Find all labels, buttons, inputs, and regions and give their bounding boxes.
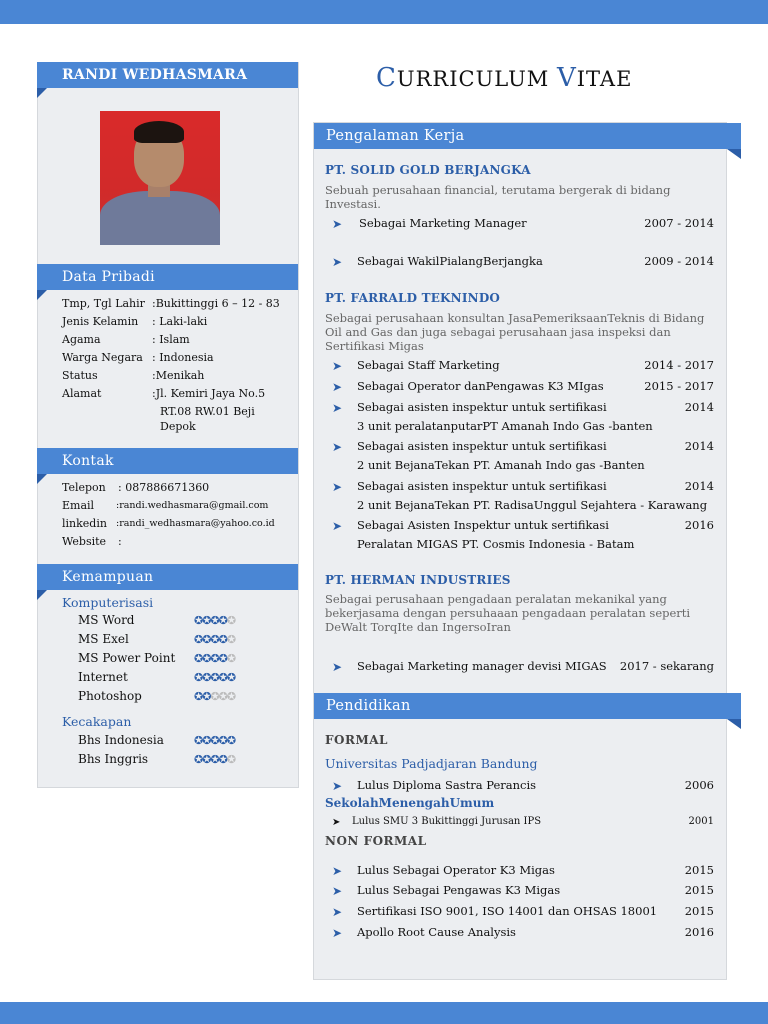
university-name: Universitas Padjadjaran Bandung: [325, 756, 538, 771]
pendidikan-heading: Pendidikan: [326, 698, 411, 714]
company-name: PT. SOLID GOLD BERJANGKA: [325, 163, 531, 177]
profile-photo: [100, 111, 220, 245]
data-pribadi-heading: Data Pribadi: [62, 269, 155, 285]
pendidikan-header: [314, 693, 741, 719]
arrow-icon: ➤: [332, 519, 343, 533]
right-panel: Pengalaman Kerja PT. SOLID GOLD BERJANGKA Sebuah perusahaan financial, terutama bergerak di bidang Investasi. ➤ Sebagai Marketing Manager 2007 - 2014 ➤ Sebagai WakilPialangBerjangka 2009 - 2014 PT. FARRALD TEKNINDO Sebagai perusahaan konsultan JasaPemeriksaanTeknis di Bidang Oil and Gas dan juga sebagai perusahaan jasa inspeksi dan Sertifikasi Migas ➤ Sebagai Staff Marketing 2014 - 2017 ➤ Sebagai Operator danPengawas K3 MIgas 2015 - 2017 ➤ Sebagai asisten inspektur untuk sertifikasi 2014 3 unit peralatanputarPT Amanah Indo Gas -banten ➤ Sebagai asisten inspektur untuk sertifikasi 2014 2 unit BejanaTekan PT. Amanah Indo gas -Banten ➤ Sebagai asisten inspektur untuk sertifikasi 2014 2 unit BejanaTekan PT. RadisaUnggul Sejahtera - Karawang ➤ Sebagai Asisten Inspektur untuk sertifikasi 2016 Peralatan MIGAS PT. Cosmis Indonesia - Batam PT. HERMAN INDUSTRIES Sebagai perusahaan pengadaan peralatan mekanikal yang bekerjasama dengan persuhaaan pengadaan peralatan seperti DeWalt TorqIte dan IngersoIran ➤ Sebagai Marketing manager devisi MIGAS 2017 - sekarang Pendidikan FORMAL Universitas Padjadjaran Bandung ➤ Lulus Diploma Sastra Perancis 2006 SekolahMenengahUmum ➤ Lulus SMU 3 Bukittinggi Jurusan IPS 2001 NON FORMAL ➤ Lulus Sebagai Operator K3 Migas 2015 ➤ Lulus Sebagai Pengawas K3 Migas 2015 ➤ Sertifikasi ISO 9001, ISO 14001 dan OHSAS 18001 2015 ➤ Apollo Root Cause Analysis 2016: [313, 122, 727, 980]
arrow-icon: ➤: [332, 255, 343, 269]
rating-stars-icon: ✪✪✪✪✪: [194, 633, 236, 646]
arrow-icon: ➤: [332, 660, 343, 674]
rating-stars-icon: ✪✪✪✪✪: [194, 690, 236, 703]
kemampuan-heading: Kemampuan: [62, 569, 154, 585]
formal-label: FORMAL: [325, 733, 388, 747]
bottom-bar: [0, 1002, 768, 1024]
skill-name: MS Exel: [78, 632, 129, 646]
left-panel: RANDI WEDHASMARA Data Pribadi Tmp, Tgl Lahir :Bukittinggi 6 – 12 - 83 Jenis Kelamin : Laki-laki Agama : Islam Warga Negara : Indonesia Status :Menikah Alamat :Jl. Kemiri Jaya No.5 RT.08 RW.01 Beji Depok Kontak Telepon : 087886671360 Email :randi.wedhasmara@gmail.com linkedin :randi_wedhasmara@yahoo.co.id Website : Kemampuan Komputerisasi MS Word ✪✪✪✪✪ MS Exel ✪✪✪✪✪ MS Power Point ✪✪✪✪✪ Internet ✪✪✪✪✪ Photoshop ✪✪✪✪✪ Kecakapan Bhs Indonesia ✪✪✪✪✪ Bhs Inggris ✪✪✪✪✪: [37, 62, 299, 788]
name-header: [37, 62, 298, 88]
rating-stars-icon: ✪✪✪✪✪: [194, 753, 236, 766]
arrow-icon: ➤: [332, 480, 343, 494]
arrow-icon: ➤: [332, 817, 341, 828]
arrow-icon: ➤: [332, 926, 343, 940]
arrow-icon: ➤: [332, 380, 343, 394]
top-bar: [0, 0, 768, 24]
rating-stars-icon: ✪✪✪✪✪: [194, 614, 236, 627]
skill-name: Bhs Indonesia: [78, 733, 164, 747]
arrow-icon: ➤: [332, 217, 343, 231]
data-pribadi-header: [37, 264, 298, 290]
person-name: RANDI WEDHASMARA: [62, 67, 248, 83]
kontak-heading: Kontak: [62, 453, 114, 469]
company-desc: Sebuah perusahaan financial, terutama bergerak di bidang Investasi.: [325, 183, 671, 211]
arrow-icon: ➤: [332, 779, 343, 793]
kemampuan-header: [37, 564, 298, 590]
page-title: CURRICULUM VITAE: [376, 63, 633, 93]
company-desc: Sebagai perusahaan pengadaan peralatan mekanikal yang bekerjasama dengan persuhaaan pengadaan peralatan seperti DeWalt TorqIte dan IngersoIran: [325, 592, 691, 634]
skill-name: MS Word: [78, 613, 135, 627]
kecakapan-title: Kecakapan: [62, 714, 132, 729]
skill-name: Photoshop: [78, 689, 142, 703]
skill-name: Internet: [78, 670, 128, 684]
arrow-icon: ➤: [332, 401, 343, 415]
komputerisasi-title: Komputerisasi: [62, 595, 154, 610]
arrow-icon: ➤: [332, 864, 343, 878]
rating-stars-icon: ✪✪✪✪✪: [194, 652, 236, 665]
company-name: PT. HERMAN INDUSTRIES: [325, 573, 511, 587]
arrow-icon: ➤: [332, 884, 343, 898]
pengalaman-header: [314, 123, 741, 149]
school-name: SekolahMenengahUmum: [325, 796, 495, 810]
skill-name: MS Power Point: [78, 651, 176, 665]
arrow-icon: ➤: [332, 359, 343, 373]
kontak-header: [37, 448, 298, 474]
pengalaman-heading: Pengalaman Kerja: [326, 128, 465, 144]
nonformal-label: NON FORMAL: [325, 834, 427, 848]
skill-name: Bhs Inggris: [78, 752, 149, 766]
rating-stars-icon: ✪✪✪✪✪: [194, 734, 236, 747]
company-name: PT. FARRALD TEKNINDO: [325, 291, 501, 305]
company-desc: Sebagai perusahaan konsultan JasaPemeriksaanTeknis di Bidang Oil and Gas dan juga sebagai perusahaan jasa inspeksi dan Sertifikasi Migas: [325, 311, 705, 353]
rating-stars-icon: ✪✪✪✪✪: [194, 671, 236, 684]
arrow-icon: ➤: [332, 440, 343, 454]
arrow-icon: ➤: [332, 905, 343, 919]
